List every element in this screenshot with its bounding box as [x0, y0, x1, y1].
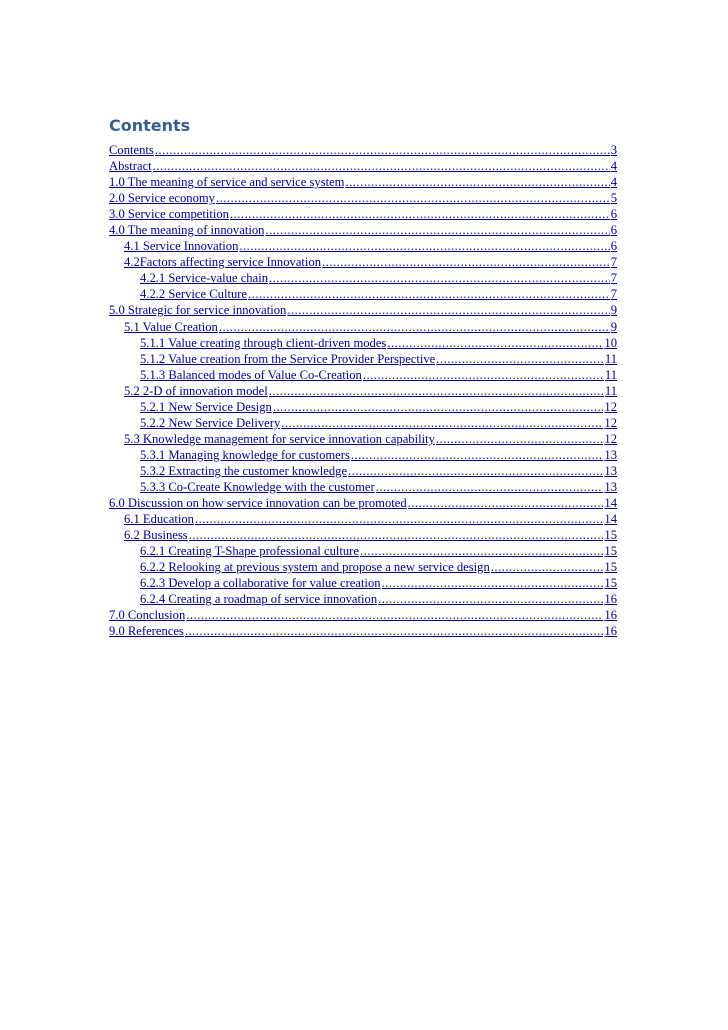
toc-entry[interactable]	[109, 158, 617, 174]
toc-dot-leader	[230, 206, 610, 222]
toc-entry[interactable]	[109, 270, 617, 286]
toc-entry-title[interactable]: 5.2.2 New Service Delivery	[140, 415, 281, 430]
table-of-contents	[109, 142, 617, 639]
toc-dot-leader	[387, 335, 603, 351]
toc-entry[interactable]	[109, 527, 617, 543]
toc-dot-leader	[287, 302, 609, 318]
toc-dot-leader	[322, 254, 610, 270]
toc-entry-title[interactable]: 6.2.4 Creating a roadmap of service innovation	[140, 592, 378, 607]
toc-entry-page[interactable]: 4	[610, 159, 617, 174]
toc-entry[interactable]	[109, 447, 617, 463]
toc-entry-page[interactable]: 9	[610, 303, 617, 318]
toc-entry[interactable]	[109, 495, 617, 511]
toc-dot-leader	[376, 479, 604, 495]
toc-dot-leader	[239, 238, 609, 254]
toc-entry-page[interactable]: 16	[604, 592, 617, 607]
toc-entry[interactable]	[109, 238, 617, 254]
toc-dot-leader	[248, 286, 610, 302]
toc-entry-page[interactable]: 11	[604, 383, 617, 398]
toc-entry-title[interactable]: 5.1 Value Creation	[124, 319, 218, 334]
toc-entry[interactable]	[109, 511, 617, 527]
toc-entry[interactable]	[109, 591, 617, 607]
toc-entry-page[interactable]: 15	[604, 544, 617, 559]
toc-entry-page[interactable]: 13	[604, 447, 617, 462]
toc-dot-leader	[185, 623, 604, 639]
toc-entry-page[interactable]: 7	[610, 271, 617, 286]
toc-heading: Contents	[109, 116, 191, 135]
toc-entry-page[interactable]: 12	[604, 415, 617, 430]
toc-dot-leader	[363, 367, 604, 383]
toc-entry-page[interactable]: 15	[604, 528, 617, 543]
toc-dot-leader	[195, 511, 603, 527]
toc-dot-leader	[269, 383, 604, 399]
toc-entry-title[interactable]: Contents	[109, 143, 154, 157]
toc-entry-page[interactable]: 13	[604, 463, 617, 478]
toc-entry-page[interactable]: 11	[604, 367, 617, 382]
toc-entry-title[interactable]: 4.2.1 Service-value chain	[140, 271, 268, 286]
toc-entry-page[interactable]: 14	[604, 496, 617, 511]
toc-entry[interactable]	[109, 335, 617, 351]
toc-entry-title[interactable]: 3.0 Service competition	[109, 207, 229, 222]
toc-entry[interactable]	[109, 174, 617, 190]
toc-entry[interactable]	[109, 431, 617, 447]
toc-dot-leader	[345, 174, 609, 190]
toc-dot-leader	[186, 607, 603, 623]
toc-entry-title[interactable]: 5.3.3 Co-Create Knowledge with the customer	[140, 479, 375, 494]
toc-entry-title[interactable]: 4.2.2 Service Culture	[140, 287, 248, 302]
toc-entry-page[interactable]: 14	[604, 512, 617, 527]
toc-entry[interactable]	[109, 222, 617, 238]
toc-entry-title[interactable]: Abstract	[109, 159, 152, 174]
toc-dot-leader	[265, 222, 609, 238]
toc-entry-page[interactable]: 6	[610, 207, 617, 222]
toc-dot-leader	[153, 158, 610, 174]
toc-entry-title[interactable]: 4.1 Service Innovation	[124, 239, 239, 254]
toc-entry-page[interactable]: 5	[610, 191, 617, 206]
toc-entry[interactable]	[109, 302, 617, 318]
toc-entry-title[interactable]: 5.1.2 Value creation from the Service Provider Perspective	[140, 351, 436, 366]
toc-entry-page[interactable]: 12	[604, 399, 617, 414]
toc-entry-page[interactable]: 10	[604, 335, 617, 350]
toc-entry[interactable]	[109, 206, 617, 222]
toc-entry-title[interactable]: 6.2.3 Develop a collaborative for value creation	[140, 576, 381, 591]
toc-entry-title[interactable]: 5.1.3 Balanced modes of Value Co-Creation	[140, 367, 362, 382]
toc-entry-title[interactable]: 9.0 References	[109, 624, 184, 639]
toc-entry[interactable]	[109, 142, 617, 158]
toc-entry-page[interactable]: 6	[610, 239, 617, 254]
toc-dot-leader	[189, 527, 604, 543]
toc-entry-title[interactable]: 5.3 Knowledge management for service innovation capability	[124, 431, 435, 446]
toc-entry[interactable]	[109, 367, 617, 383]
toc-entry[interactable]	[109, 319, 617, 335]
toc-entry-page[interactable]: 11	[604, 351, 617, 366]
toc-dot-leader	[216, 190, 610, 206]
toc-entry[interactable]	[109, 351, 617, 367]
toc-entry-title[interactable]: 6.2 Business	[124, 528, 188, 543]
toc-entry-title[interactable]: 6.1 Education	[124, 512, 194, 527]
toc-entry-page[interactable]: 7	[610, 255, 617, 270]
toc-dot-leader	[491, 559, 604, 575]
toc-entry-title[interactable]: 5.1.1 Value creating through client-driven modes	[140, 335, 387, 350]
toc-dot-leader	[436, 351, 604, 367]
toc-entry[interactable]	[109, 623, 617, 639]
toc-dot-leader	[348, 463, 603, 479]
toc-entry[interactable]	[109, 383, 617, 399]
toc-entry[interactable]	[109, 190, 617, 206]
toc-entry-title[interactable]: 4.2Factors affecting service Innovation	[124, 255, 322, 270]
toc-entry[interactable]	[109, 607, 617, 623]
toc-entry-page[interactable]: 6	[610, 223, 617, 238]
toc-entry[interactable]	[109, 463, 617, 479]
toc-entry-title[interactable]: 5.3.2 Extracting the customer knowledge	[140, 463, 348, 478]
toc-entry[interactable]	[109, 559, 617, 575]
toc-dot-leader	[351, 447, 604, 463]
toc-entry[interactable]	[109, 543, 617, 559]
toc-entry-title[interactable]: 6.2.2 Relooking at previous system and propose a new service design	[140, 560, 490, 575]
toc-entry[interactable]	[109, 415, 617, 431]
toc-dot-leader	[273, 399, 604, 415]
toc-entry[interactable]	[109, 575, 617, 591]
toc-entry-page[interactable]: 16	[604, 624, 617, 639]
toc-entry-page[interactable]: 12	[604, 431, 617, 446]
toc-entry[interactable]	[109, 479, 617, 495]
toc-dot-leader	[269, 270, 610, 286]
toc-entry-title[interactable]: 4.0 The meaning of innovation	[109, 223, 265, 238]
toc-dot-leader	[436, 431, 604, 447]
toc-entry-page[interactable]: 16	[604, 608, 617, 623]
toc-entry-title[interactable]: 6.2.1 Creating T-Shape professional culture	[140, 544, 359, 559]
toc-entry-title[interactable]: 5.2.1 New Service Design	[140, 399, 272, 414]
toc-entry-page[interactable]: 4	[610, 175, 617, 190]
toc-dot-leader	[219, 319, 610, 335]
toc-dot-leader	[281, 415, 603, 431]
toc-entry[interactable]	[109, 254, 617, 270]
toc-entry-page[interactable]: 15	[604, 576, 617, 591]
toc-entry-title[interactable]: 7.0 Conclusion	[109, 608, 186, 623]
toc-entry[interactable]	[109, 286, 617, 302]
toc-dot-leader	[378, 591, 603, 607]
toc-dot-leader	[382, 575, 604, 591]
toc-dot-leader	[360, 543, 603, 559]
toc-dot-leader	[408, 495, 604, 511]
toc-entry-title[interactable]: 1.0 The meaning of service and service system	[109, 175, 345, 190]
toc-dot-leader	[155, 142, 610, 158]
toc-entry-page[interactable]: 7	[610, 287, 617, 302]
toc-entry-title[interactable]: 2.0 Service economy	[109, 191, 215, 206]
toc-entry-title[interactable]: 5.3.1 Managing knowledge for customers	[140, 447, 350, 462]
toc-entry-page[interactable]: 3	[610, 143, 617, 157]
toc-entry[interactable]	[109, 399, 617, 415]
toc-entry-page[interactable]: 9	[610, 319, 617, 334]
toc-entry-title[interactable]: 5.0 Strategic for service innovation	[109, 303, 287, 318]
toc-entry-page[interactable]: 13	[604, 479, 617, 494]
toc-entry-title[interactable]: 6.0 Discussion on how service innovation can be promoted	[109, 496, 407, 511]
toc-entry-title[interactable]: 5.2 2-D of innovation model	[124, 383, 268, 398]
toc-entry-page[interactable]: 15	[604, 560, 617, 575]
